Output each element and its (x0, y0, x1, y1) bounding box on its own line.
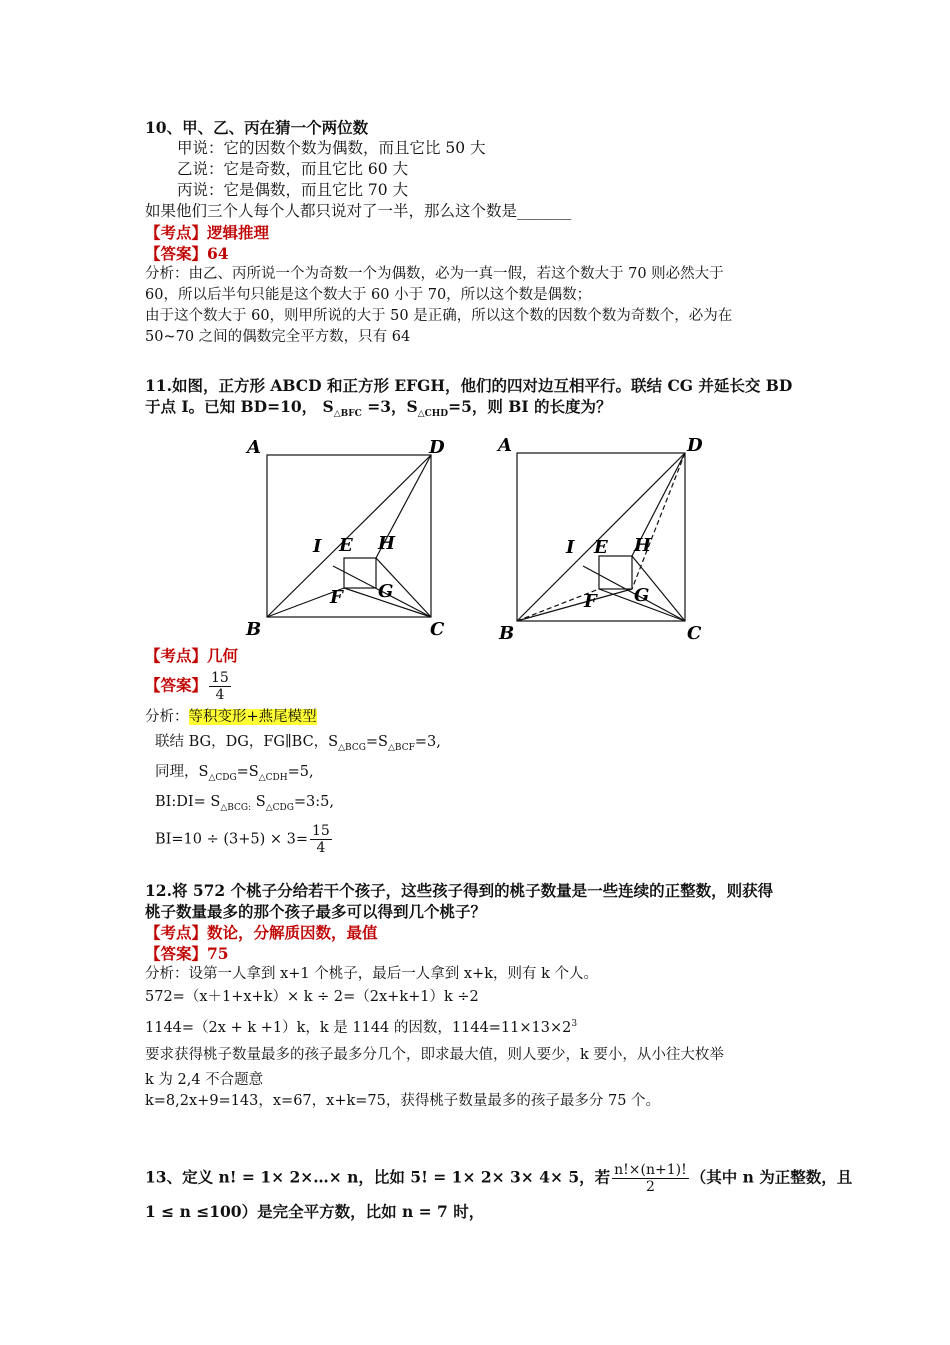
q11-title-line1: 11.如图，正方形 ABCD 和正方形 EFGH，他们的四对边互相平行。联结 CG 并延长交 BD (145, 376, 793, 395)
q10-question: 如果他们三个人每个人都只说对了一半，那么这个数是_______ (145, 202, 572, 220)
q11-step-1: 联结 BG，DG，FG∥BC，$S_{\triangle BCG}=S_{\triangle BCF}=3$, (155, 734, 441, 753)
label-i-right: I (566, 537, 575, 558)
question-10 (145, 117, 810, 348)
q13-fraction: $\frac{n!\times(n+1)!}{2}$ (614, 1162, 687, 1195)
label-e-right: E (594, 537, 608, 558)
line-bg-right (517, 589, 632, 621)
q12-kaodian: 【考点】数论，分解质因数，最值 (145, 923, 378, 942)
q10-analysis-3: 由于这个数大于 60，则甲所说的大于 50 是正确，所以这个数的因数个数为奇数个，必为在 (145, 308, 733, 324)
label-h-right: H (634, 535, 652, 556)
q11-answer: 【答案】 $\frac{15}{4}$ (145, 670, 229, 703)
q12-analysis-6: k=8,2x+9=143，x=67，x+k=75，获得桃子数量最多的孩子最多分 75 个。 (145, 1092, 661, 1109)
q12-answer: 【答案】75 (145, 944, 229, 963)
q13-line1: 13、定义 n! = 1× 2×…× n，比如 5! = 1× 2× 3× 4× 5，若 $\frac{n!\times(n+1)!}{2}$ （其中 n 为正整数，且 (145, 1162, 853, 1195)
q11-figures (0, 425, 950, 650)
q12-title-line1: 12.将 572 个桃子分给若干个孩子，这些孩子得到的桃子数量是一些连续的正整数，则获得 (145, 881, 774, 900)
q11-title-line2: 于点 I。已知 BD=10， $S_{\triangle BFC} =3$，$S_{\triangle CHD}=5$，则 BI 的长度为？ (145, 397, 612, 420)
label-b-right: B (499, 623, 515, 644)
q10-title: 10、甲、乙、丙在猜一个两位数 (145, 118, 369, 137)
square-efgh-left (344, 558, 376, 588)
label-d-left: D (429, 437, 445, 458)
label-d-right: D (687, 435, 703, 456)
label-a-left: A (247, 437, 261, 458)
label-e-left: E (339, 535, 353, 556)
q10-analysis-1: 分析：由乙、丙所说一个为奇数一个为偶数，必为一真一假，若这个数大于 70 则必然大于 (145, 266, 724, 282)
q11-step-4: BI=10 ÷ (3+5) × 3= $\frac{15}{4}$ (155, 822, 330, 856)
q10-yi: 乙说：它是奇数，而且它比 60 大 (177, 160, 409, 178)
q12-analysis-5: k 为 2,4 不合题意 (145, 1071, 264, 1088)
q10-analysis-2: 60，所以后半句只能是这个数大于 60 小于 70，所以这个数是偶数； (145, 287, 592, 303)
q12-title-line2: 桃子数量最多的那个孩子最多可以得到几个桃子？ (145, 902, 487, 921)
label-h-left: H (378, 533, 396, 554)
label-f-right: F (584, 591, 597, 612)
label-g-left: G (378, 581, 394, 602)
q12-analysis-1: 分析：设第一人拿到 x+1 个桃子，最后一人拿到 x+k，则有 k 个人。 (145, 966, 598, 982)
question-12 (145, 880, 810, 1112)
label-c-right: C (687, 623, 702, 644)
question-11-title (145, 375, 810, 425)
q11-highlight: 等积变形+燕尾模型 (188, 709, 317, 725)
q13-line2: 1 ≤ n ≤100）是完全平方数，比如 n = 7 时， (145, 1202, 485, 1221)
q10-answer: 【答案】64 (145, 244, 229, 263)
label-a-right: A (498, 435, 512, 456)
q11-step-4-fraction: $\frac{15}{4}$ (312, 822, 330, 856)
q11-step-3: BI:DI= $S_{\triangle BCG:}$ $S_{\triangle CDG}=3:5$, (155, 793, 335, 813)
label-i-left: I (313, 536, 322, 557)
q11-kaodian: 【考点】几何 (145, 646, 239, 665)
q12-analysis-3: 1144=（2x + k +1）k，k 是 1144 的因数，$1144=11\times 13\times 2^3$ (145, 1019, 578, 1036)
q12-analysis-2: 572=（x＋1+x+k）× k ÷ 2=（2x+k+1）k ÷2 (145, 989, 479, 1005)
q10-analysis-4: 50~70 之间的偶数完全平方数，只有 64 (145, 329, 411, 345)
q11-analysis-heading: 分析：等积变形+燕尾模型 (145, 709, 317, 725)
label-g-right: G (634, 585, 650, 606)
question-11-solution (145, 645, 810, 856)
question-13 (145, 1162, 853, 1222)
q10-bing: 丙说：它是偶数，而且它比 70 大 (177, 181, 409, 199)
label-f-left: F (330, 587, 343, 608)
q11-step-2: 同理，$S_{\triangle CDG}=S_{\triangle CDH}=5$, (155, 763, 314, 783)
label-c-left: C (430, 619, 445, 640)
q12-analysis-4: 要求获得桃子数量最多的孩子最多分几个，即求最大值，则人要少，k 要小，从小往大枚举 (145, 1046, 724, 1063)
dashed-dg-right (632, 453, 685, 589)
q10-kaodian: 【考点】逻辑推理 (145, 223, 270, 242)
q11-answer-fraction: $\frac{15}{4}$ (211, 670, 229, 703)
label-b-left: B (246, 619, 262, 640)
q10-jia: 甲说：它的因数个数为偶数，而且它比 50 大 (177, 139, 486, 157)
